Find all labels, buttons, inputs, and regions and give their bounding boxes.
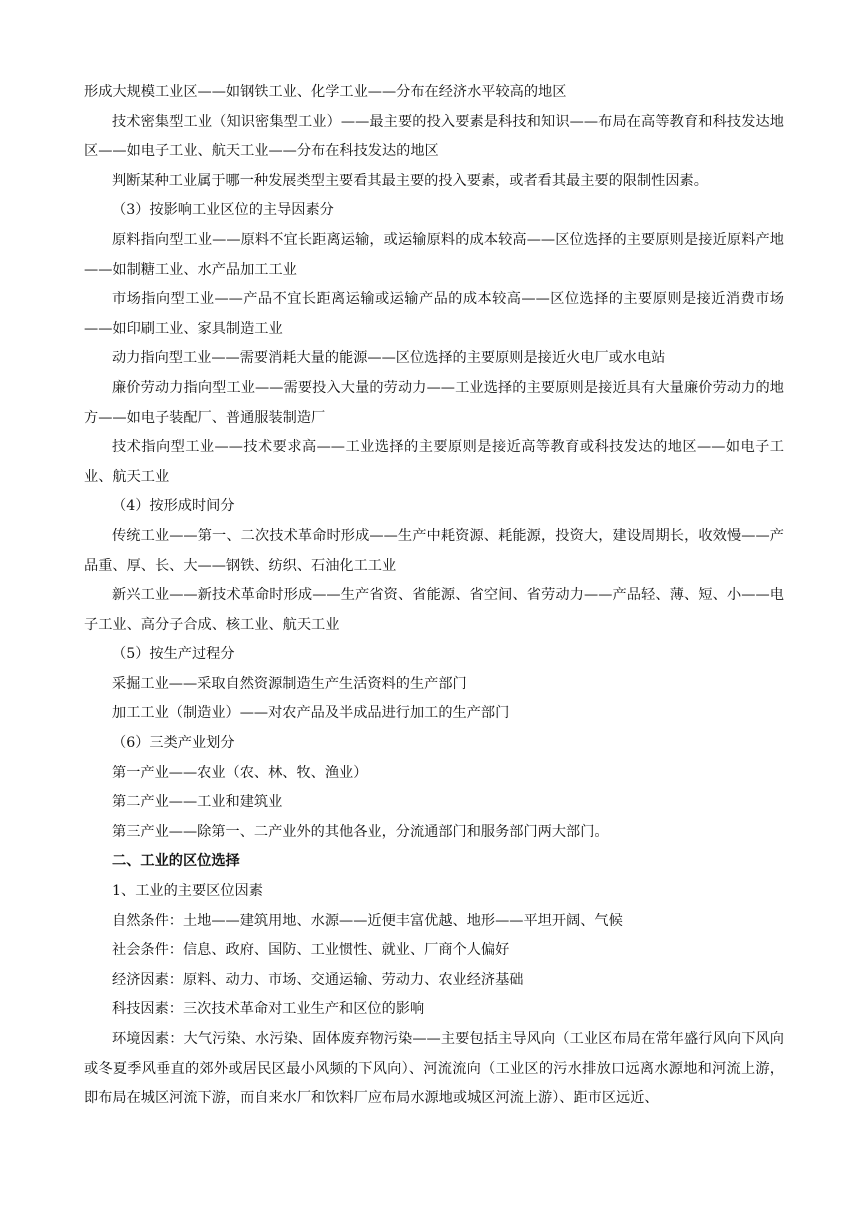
paragraph: 形成大规模工业区——如钢铁工业、化学工业——分布在经济水平较高的地区 <box>84 84 567 100</box>
paragraph: 新兴工业——新技术革命时形成——生产省资、省能源、省空间、省劳动力——产品轻、薄、短、小——电子工业、高分子合成、核工业、航天工业 <box>84 587 784 633</box>
paragraph: 经济因素：原料、动力、市场、交通运输、劳动力、农业经济基础 <box>112 971 524 988</box>
paragraph: 传统工业——第一、二次技术革命时形成——生产中耗资源、耗能源，投资大，建设周期长，收效慢——产品重、厚、长、大——钢铁、纺织、石油化工工业 <box>84 527 784 574</box>
section-heading: 二、工业的区位选择 <box>112 853 240 870</box>
paragraph: 1、工业的主要区位因素 <box>112 883 263 900</box>
paragraph: 第三产业——除第一、二产业外的其他各业，分流通部门和服务部门两大部门。 <box>112 823 609 840</box>
paragraph: 第一产业——农业（农、林、牧、渔业） <box>112 764 368 781</box>
paragraph: 采掘工业——采取自然资源制造生产生活资料的生产部门 <box>112 675 467 692</box>
paragraph: 技术密集型工业（知识密集型工业）——最主要的投入要素是科技和知识——布局在高等教育和科技发达地区——如电子工业、航天工业——分布在科技发达的地区 <box>84 113 784 160</box>
paragraph: 市场指向型工业——产品不宜长距离运输或运输产品的成本较高——区位选择的主要原则是接近消费市场——如印刷工业、家具制造工业 <box>84 291 784 337</box>
paragraph: 判断某种工业属于哪一种发展类型主要看其最主要的投入要素，或者看其最主要的限制性因素。 <box>112 172 708 189</box>
document-body <box>84 78 784 1114</box>
subsection-heading: （3）按影响工业区位的主导因素分 <box>112 202 334 219</box>
paragraph: 原料指向型工业——原料不宜长距离运输，或运输原料的成本较高——区位选择的主要原则是接近原料产地——如制糖工业、水产品加工工业 <box>84 231 784 278</box>
subsection-heading: （4）按形成时间分 <box>112 498 235 515</box>
paragraph: 技术指向型工业——技术要求高——工业选择的主要原则是接近高等教育或科技发达的地区——如电子工业、航天工业 <box>84 439 784 485</box>
paragraph: 动力指向型工业——需要消耗大量的能源——区位选择的主要原则是接近火电厂或水电站 <box>112 350 666 367</box>
paragraph: 科技因素：三次技术革命对工业生产和区位的影响 <box>112 1001 425 1018</box>
paragraph: 加工工业（制造业）——对农产品及半成品进行加工的生产部门 <box>112 705 510 722</box>
paragraph: 第二产业——工业和建筑业 <box>112 794 283 811</box>
paragraph: 社会条件：信息、政府、国防、工业惯性、就业、厂商个人偏好 <box>112 942 510 959</box>
subsection-heading: （5）按生产过程分 <box>112 646 235 663</box>
paragraph: 环境因素：大气污染、水污染、固体废弃物污染——主要包括主导风向（工业区布局在常年盛行风向下风向或冬夏季风垂直的郊外或居民区最小风频的下风向）、河流流向（工业区的污水排放口远离水源地和河流上游，即布局在城区河流下游，而自来水厂和饮料厂应布局水源地或城区河流上游）、距市区远近、 <box>84 1031 784 1107</box>
subsection-heading: （6）三类产业划分 <box>112 735 235 752</box>
paragraph: 廉价劳动力指向型工业——需要投入大量的劳动力——工业选择的主要原则是接近具有大量廉价劳动力的地方——如电子装配厂、普通服装制造厂 <box>84 379 784 426</box>
paragraph: 自然条件：土地——建筑用地、水源——近便丰富优越、地形——平坦开阔、气候 <box>112 912 623 929</box>
